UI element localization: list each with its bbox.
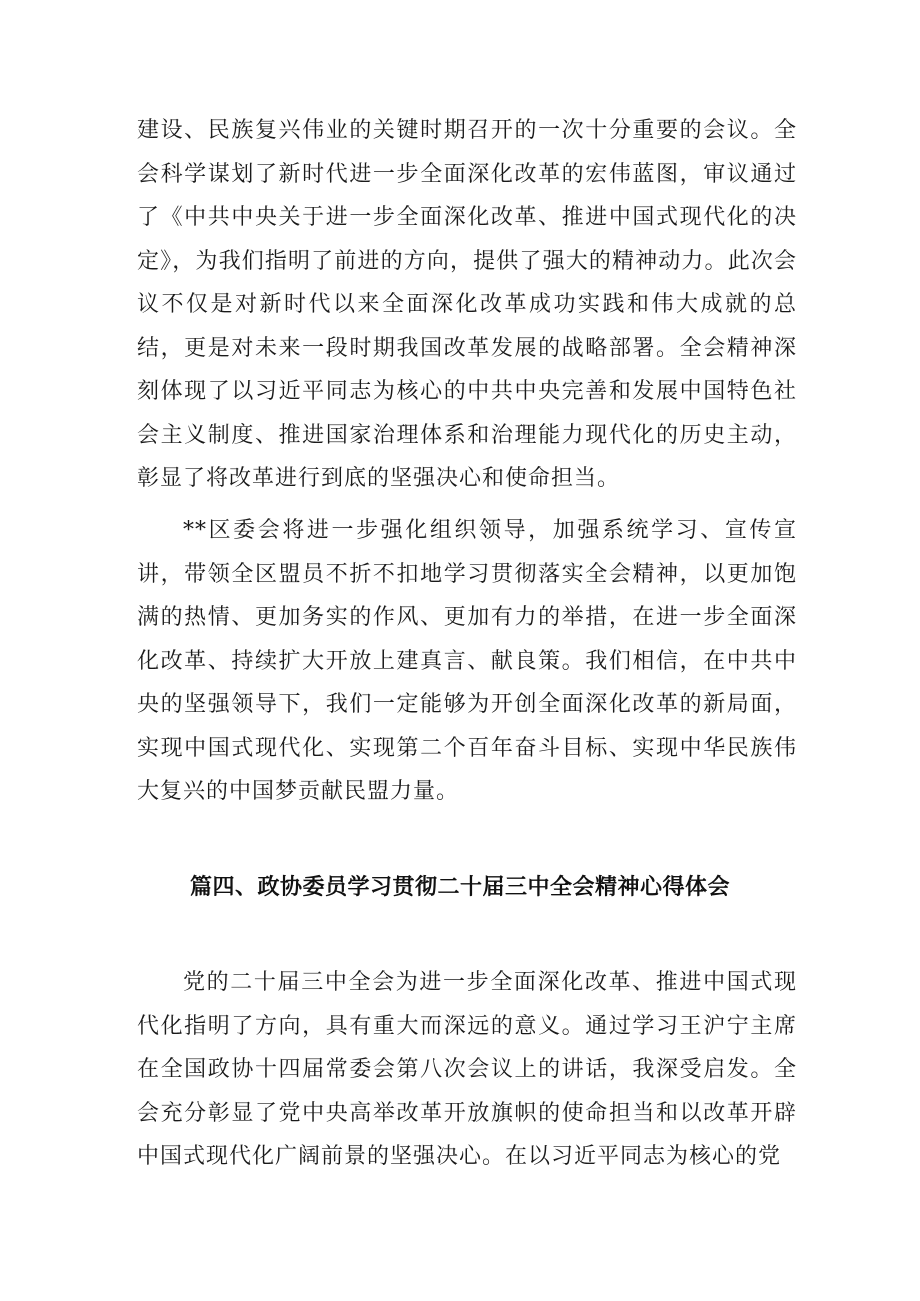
body-paragraph-section-four: 党的二十届三中全会为进一步全面深化改革、推进中国式现代化指明了方向，具有重大而深远的意义。通过学习王沪宁主席在全国政协十四届常委会第八次会议上的讲话，我深受启发。全会充分彰显了党中央高举改革开放旗帜的使命担当和以改革开辟中国式现代化广阔前景的坚强决心。在以习近平同志为核心的党 xyxy=(137,970,797,1169)
section-heading: 篇四、政协委员学习贯彻二十届三中全会精神心得体会 xyxy=(189,875,730,900)
body-paragraph-continuation: 建设、民族复兴伟业的关键时期召开的一次十分重要的会议。全会科学谋划了新时代进一步全面深化改革的宏伟蓝图，审议通过了《中共中央关于进一步全面深化改革、推进中国式现代化的决定》，为我们指明了前进的方向，提供了强大的精神动力。此次会议不仅是对新时代以来全面深化改革成功实践和伟大成就的总结，更是对未来一段时期我国改革发展的战略部署。全会精神深刻体现了以习近平同志为核心的中共中央完善和发展中国特色社会主义制度、推进国家治理体系和治理能力现代化的历史主动，彰显了将改革进行到底的坚强决心和使命担当。 xyxy=(137,118,797,491)
body-paragraph-committee-commitment: **区委会将进一步强化组织领导，加强系统学习、宣传宣讲，带领全区盟员不折不扣地学习贯彻落实全会精神，以更加饱满的热情、更加务实的作风、更加有力的举措，在进一步全面深化改革、持续扩大开放上建真言、献良策。我们相信，在中共中央的坚强领导下，我们一定能够为开创全面深化改革的新局面，实现中国式现代化、实现第二个百年奋斗目标、实现中华民族伟大复兴的中国梦贡献民盟力量。 xyxy=(137,518,797,804)
